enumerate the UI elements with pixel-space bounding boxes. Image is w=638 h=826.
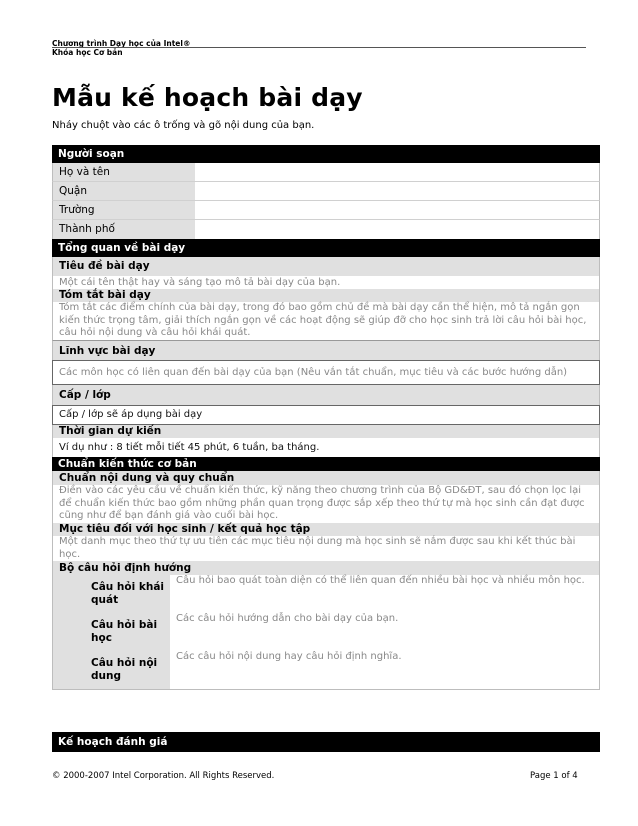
page-title: Mẫu kế hoạch bài dạy bbox=[52, 83, 363, 112]
section-assessment-heading: Kế hoạch đánh giá bbox=[52, 732, 600, 752]
field-label-name: Họ và tên bbox=[53, 163, 195, 181]
content-question-input[interactable]: Các câu hỏi nội dung hay câu hỏi định nghĩa. bbox=[176, 651, 402, 662]
section-author-heading: Người soạn bbox=[52, 145, 600, 163]
content-standards-label: Chuẩn nội dung và quy chuẩn bbox=[52, 471, 600, 485]
section-standards-heading: Chuẩn kiến thức cơ bản bbox=[52, 457, 600, 471]
time-label: Thời gian dự kiến bbox=[52, 425, 600, 438]
field-label-school: Trường bbox=[53, 201, 195, 219]
question-values bbox=[170, 575, 599, 689]
content-question-label: Câu hỏi nội dung bbox=[91, 657, 158, 682]
curriculum-questions bbox=[52, 575, 600, 690]
objectives-label: Mục tiêu đối với học sinh / kết quả học tập bbox=[52, 523, 600, 536]
summary-label: Tóm tắt bài dạy bbox=[52, 289, 600, 302]
program-name: Chương trình Dạy học của Intel® bbox=[52, 39, 191, 48]
field-row-school bbox=[52, 201, 600, 220]
field-label-city: Thành phố bbox=[53, 220, 195, 239]
time-input[interactable]: Ví dụ như : 8 tiết mỗi tiết 45 phút, 6 tuần, ba tháng. bbox=[52, 438, 600, 457]
lesson-title-label: Tiêu đề bài dạy bbox=[52, 257, 600, 276]
copyright-notice: © 2000-2007 Intel Corporation. All Rights Reserved. bbox=[52, 771, 275, 781]
document-header bbox=[52, 39, 586, 57]
questions-label: Bộ câu hỏi định hướng bbox=[52, 561, 600, 575]
field-row-district bbox=[52, 182, 600, 201]
summary-input[interactable]: Tóm tắt các điểm chính của bài dạy, trong đó bao gồm chủ đề mà bài dạy cần thể hiện, mô tả ngắn gọn kiến thức trọng tâm, giải thích ngắn gọn về các hoạt động sẽ giúp đỡ cho học sinh trả lời câu hỏi bài học, câu hỏi nội dung và câu hỏi khái quát. bbox=[52, 302, 600, 340]
grade-label: Cấp / lớp bbox=[52, 385, 600, 405]
content-standards-input[interactable]: Điền vào các yêu cầu về chuẩn kiến thức, kỹ năng theo chương trình của Bộ GD&ĐT, sau đó chọn lọc lại để chuẩn kiến thức bao gồm những phần quan trọng được sắp xếp theo thứ tự mà học sinh cần đạt được cũng như để bạn đánh giá vào cuối bài học. bbox=[52, 485, 600, 523]
lesson-title-input[interactable]: Một cái tên thật hay và sáng tạo mô tả bài dạy của bạn. bbox=[52, 276, 600, 289]
subject-label: Lĩnh vực bài dạy bbox=[52, 340, 600, 360]
objectives-input[interactable]: Một danh mục theo thứ tự ưu tiên các mục tiêu nội dung mà học sinh sẽ nắm được sau khi kết thúc bài học. bbox=[52, 536, 600, 561]
unit-question-input[interactable]: Các câu hỏi hướng dẫn cho bài dạy của bạn. bbox=[176, 613, 399, 624]
section-overview-heading: Tổng quan về bài dạy bbox=[52, 239, 600, 257]
field-row-name bbox=[52, 163, 600, 182]
grade-input[interactable]: Cấp / lớp sẽ áp dụng bài dạy bbox=[52, 405, 600, 425]
lesson-plan-form bbox=[52, 145, 600, 690]
field-row-city bbox=[52, 220, 600, 239]
question-labels bbox=[53, 575, 170, 689]
essential-question-label: Câu hỏi khái quát bbox=[91, 581, 165, 606]
name-input[interactable] bbox=[195, 163, 599, 181]
page-instructions: Nháy chuột vào các ô trống và gõ nội dung của bạn. bbox=[52, 120, 315, 131]
unit-question-label: Câu hỏi bài học bbox=[91, 619, 158, 644]
header-divider bbox=[52, 47, 586, 48]
field-label-district: Quận bbox=[53, 182, 195, 200]
district-input[interactable] bbox=[195, 182, 599, 200]
essential-question-input[interactable]: Câu hỏi bao quát toàn diện có thể liên quan đến nhiều bài học và nhiều môn học. bbox=[176, 575, 585, 586]
subject-input[interactable]: Các môn học có liên quan đến bài dạy của bạn (Nêu vắn tắt chuẩn, mục tiêu và các bước hướng dẫn) bbox=[52, 360, 600, 385]
city-input[interactable] bbox=[195, 220, 599, 239]
school-input[interactable] bbox=[195, 201, 599, 219]
page-number: Page 1 of 4 bbox=[530, 771, 578, 781]
course-name: Khóa học Cơ bản bbox=[52, 48, 123, 57]
